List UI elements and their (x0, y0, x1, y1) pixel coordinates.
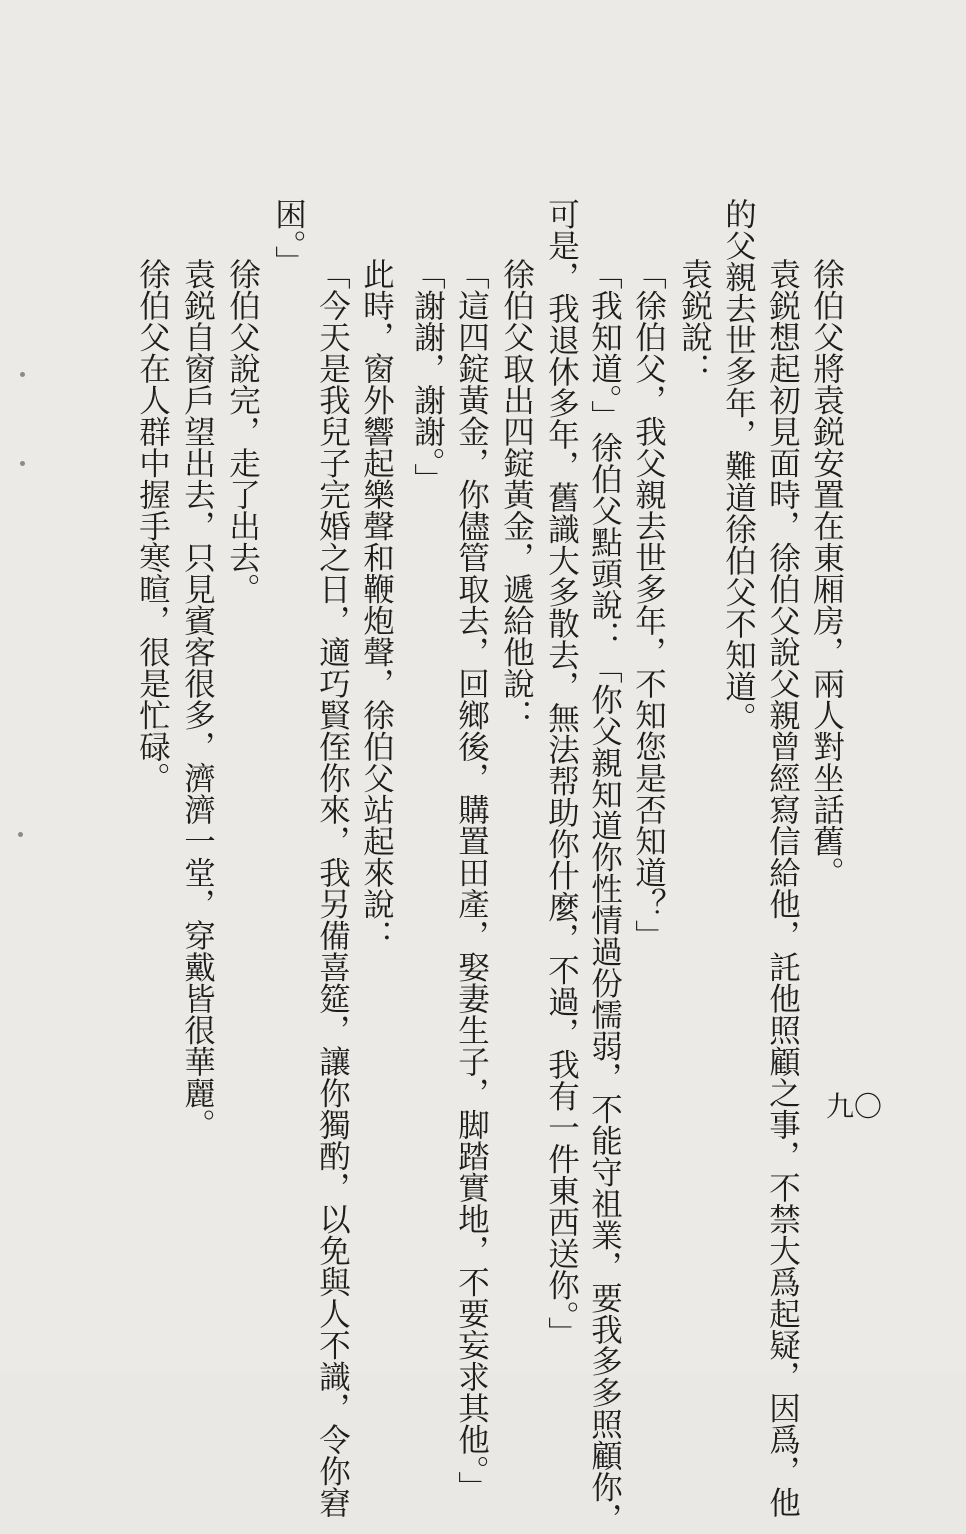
text-column: 「謝謝，謝謝。」 (409, 258, 446, 495)
text-column: 徐伯父在人群中握手寒暄，很是忙碌。 (134, 258, 171, 794)
text-column: 可是，我退休多年，舊識大多散去，無法帮助你什麼，不過，我有一件東西送你。」 (543, 198, 580, 1348)
text-column: 徐伯父將袁鋭安置在東厢房，兩人對坐話舊。 (808, 258, 845, 888)
text-column: 袁鋭想起初見面時，徐伯父說父親曾經寫信給他，託他照顧之事，不禁大爲起疑，因爲，他 (764, 258, 801, 1518)
text-column: 徐伯父取出四錠黃金，遞給他說： (498, 258, 535, 731)
paper-speck (18, 832, 23, 837)
text-column: 「徐伯父，我父親去世多年，不知您是否知道？」 (630, 258, 667, 951)
text-column: 「今天是我兒子完婚之日，適巧賢侄你來，我另備喜筵，讓你獨酌，以免與人不識，令你窘 (314, 258, 351, 1518)
text-column: 袁鋭說： (676, 258, 713, 384)
text-column: 「這四錠黃金，你儘管取去，回鄉後，購置田產，娶妻生子，脚踏實地，不要妄求其他。」 (453, 258, 490, 1503)
paper-speck (20, 461, 25, 466)
text-column: 的父親去世多年，難道徐伯父不知道。 (720, 198, 757, 734)
page-number: 九〇 (826, 1090, 883, 1123)
paper-speck (20, 372, 25, 377)
text-column: 徐伯父說完，走了出去。 (224, 258, 261, 605)
text-column: 困。」 (270, 198, 307, 277)
text-column: 袁鋭自窗戶望出去，只見賓客很多，濟濟一堂，穿戴皆很華麗。 (179, 258, 216, 1140)
text-column: 「我知道。」徐伯父點頭說：「你父親知道你性情過份懦弱，不能守祖業，要我多多照顧你， (586, 258, 623, 1534)
text-column: 此時，窗外響起樂聲和鞭炮聲，徐伯父站起來說： (358, 258, 395, 951)
